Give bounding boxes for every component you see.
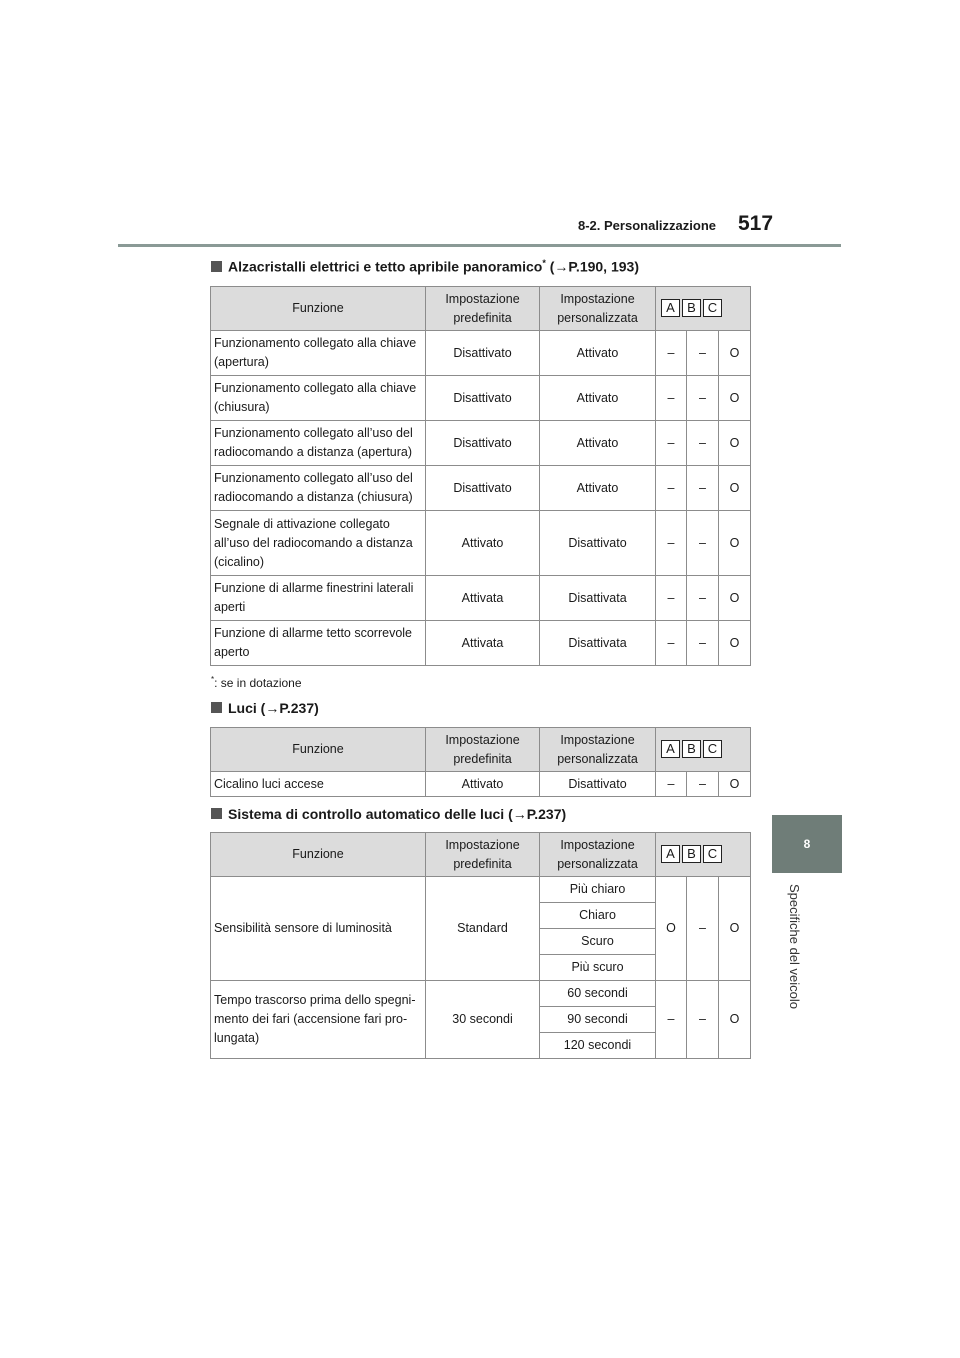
section3-title: Sistema di controllo automatico delle luci [228,806,505,822]
col-funzione: Funzione [211,833,426,877]
cell-a: – [656,466,687,511]
cell-a: – [656,331,687,376]
section-title: 8-2. Personalizzazione [578,218,716,233]
footnote-text: : se in dotazione [214,676,302,690]
cell-funzione: Segnale di attivazione collegato all’uso del radiocomando a distanza (cicalino) [211,511,426,576]
cell-funzione: Funzionamento collegato all’uso del radiocomando a distanza (chiusura) [211,466,426,511]
table-row [211,511,751,576]
badge-b: B [682,740,701,758]
table-row [211,376,751,421]
badge-c: C [703,845,722,863]
cell-b: – [687,376,719,421]
cell-funzione: Funzionamento collegato alla chiave (chiusura) [211,376,426,421]
cell-predefinita: Disattivato [426,421,540,466]
cell-b: – [687,772,719,797]
cell-c: O [719,466,751,511]
cell-option: Più scuro [540,955,656,981]
cell-predefinita: Disattivato [426,466,540,511]
table-row [211,772,751,797]
cell-personalizzata: Attivato [540,331,656,376]
cell-c: O [719,331,751,376]
table-row [211,981,751,1007]
col-predefinita: Impostazione predefinita [426,833,540,877]
cell-a: – [656,981,687,1059]
badge-b: B [682,299,701,317]
cell-c: O [719,421,751,466]
col-abc [656,728,751,772]
badge-a: A [661,299,680,317]
chapter-tab [772,815,842,873]
cell-option: Chiaro [540,903,656,929]
cell-option: 60 secondi [540,981,656,1007]
cell-predefinita: Attivata [426,621,540,666]
table-header-row [211,833,751,877]
chapter-number: 8 [803,837,811,851]
settings-table-auto-lights [210,832,751,1059]
table-row [211,331,751,376]
col-predefinita: Impostazione predefinita [426,287,540,331]
cell-personalizzata: Attivato [540,466,656,511]
cell-option: 90 secondi [540,1007,656,1033]
page-header [0,0,960,250]
cell-predefinita: Attivato [426,772,540,797]
section1-title: Alzacristalli elettrici e tetto apribile panoramico [228,258,543,275]
badge-a: A [661,740,680,758]
section2-title: Luci [228,700,257,716]
cell-b: – [687,877,719,981]
cell-funzione: Cicalino luci accese [211,772,426,797]
settings-table-windows [210,286,751,666]
table-row [211,576,751,621]
cell-a: – [656,576,687,621]
section3-ref: (→P.237) [508,806,567,822]
cell-b: – [687,421,719,466]
cell-personalizzata: Disattivato [540,511,656,576]
cell-option: Più chiaro [540,877,656,903]
section2-ref: (→P.237) [260,700,319,716]
section2-heading [211,700,319,716]
cell-predefinita: Attivata [426,576,540,621]
section3-heading [211,806,566,822]
cell-b: – [687,576,719,621]
table-header-row [211,728,751,772]
cell-funzione: Funzionamento collegato all’uso del radiocomando a distanza (apertura) [211,421,426,466]
cell-personalizzata: Attivato [540,376,656,421]
footnote-marker: * [211,675,215,684]
settings-table-lights [210,727,751,797]
cell-a: – [656,421,687,466]
badge-c: C [703,740,722,758]
square-bullet-icon [211,702,222,713]
header-rule [118,244,841,247]
cell-c: O [719,981,751,1059]
col-personalizzata: Impostazione personalizzata [540,728,656,772]
badge-b: B [682,845,701,863]
cell-b: – [687,466,719,511]
cell-a: – [656,511,687,576]
asterisk-marker: * [542,258,546,268]
cell-predefinita: Disattivato [426,376,540,421]
cell-predefinita: Disattivato [426,331,540,376]
cell-c: O [719,576,751,621]
footnote [211,675,302,690]
cell-option: 120 secondi [540,1033,656,1059]
cell-predefinita: Standard [426,877,540,981]
square-bullet-icon [211,808,222,819]
cell-b: – [687,331,719,376]
cell-funzione: Sensibilità sensore di luminosità [211,877,426,981]
table-row [211,421,751,466]
cell-c: O [719,772,751,797]
cell-funzione: Funzionamento collegato alla chiave (apertura) [211,331,426,376]
page-number: 517 [738,212,774,235]
col-predefinita: Impostazione predefinita [426,728,540,772]
cell-predefinita: 30 secondi [426,981,540,1059]
col-personalizzata: Impostazione personalizzata [540,833,656,877]
section1-ref: (→P.190, 193) [549,258,639,275]
cell-b: – [687,511,719,576]
table-header-row [211,287,751,331]
chapter-title: Specifiche del veicolo [787,884,802,1010]
cell-predefinita: Attivato [426,511,540,576]
table-row [211,466,751,511]
cell-c: O [719,877,751,981]
cell-c: O [719,511,751,576]
col-abc [656,287,751,331]
section1-heading [211,258,639,275]
square-bullet-icon [211,261,222,272]
cell-personalizzata: Disattivata [540,576,656,621]
table-row [211,877,751,903]
badge-a: A [661,845,680,863]
cell-funzione: Tempo trascorso prima dello spegni-mento dei fari (accensione fari pro-lungata) [211,981,426,1059]
cell-a: – [656,772,687,797]
cell-a: O [656,877,687,981]
cell-b: – [687,981,719,1059]
cell-personalizzata: Disattivata [540,621,656,666]
cell-personalizzata: Disattivato [540,772,656,797]
col-personalizzata: Impostazione personalizzata [540,287,656,331]
col-funzione: Funzione [211,287,426,331]
badge-c: C [703,299,722,317]
cell-a: – [656,621,687,666]
cell-funzione: Funzione di allarme finestrini laterali aperti [211,576,426,621]
cell-c: O [719,621,751,666]
cell-option: Scuro [540,929,656,955]
cell-b: – [687,621,719,666]
table-row [211,621,751,666]
cell-c: O [719,376,751,421]
cell-a: – [656,376,687,421]
col-funzione: Funzione [211,728,426,772]
cell-personalizzata: Attivato [540,421,656,466]
col-abc [656,833,751,877]
cell-funzione: Funzione di allarme tetto scorrevole aperto [211,621,426,666]
